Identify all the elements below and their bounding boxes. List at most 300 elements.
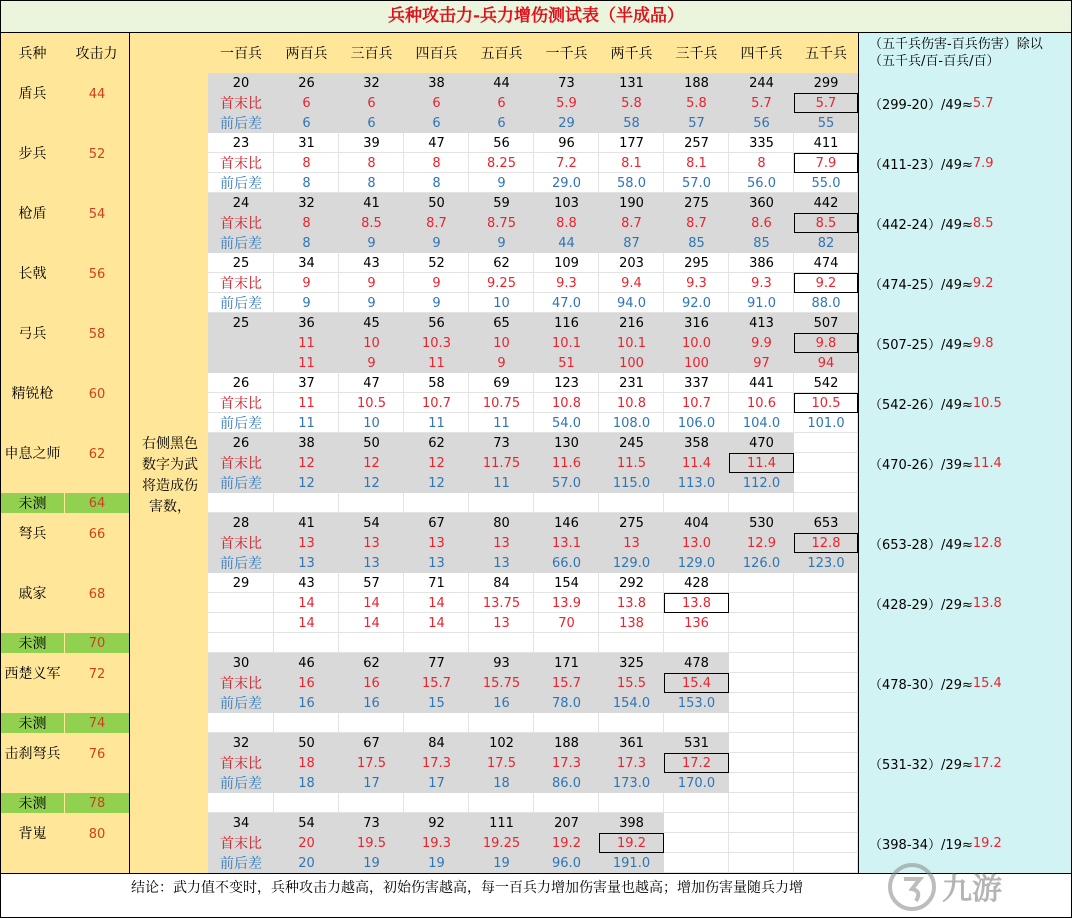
damage-value: 190 (619, 195, 644, 211)
damage-value: 34 (232, 815, 250, 831)
damage-value: 203 (619, 255, 644, 271)
damage-value: 542 (813, 375, 839, 391)
formula-expression: （653-28）/49≈ (869, 537, 973, 553)
ratio-value: 8.7 (686, 215, 707, 231)
damage-value: 84 (493, 575, 510, 591)
empty-cell (469, 793, 534, 813)
ratio-value: 10.7 (422, 395, 451, 411)
diff-value: 11 (298, 355, 315, 371)
column-header: 五百兵 (480, 46, 523, 62)
formula-result: 15.4 (972, 675, 1002, 691)
damage-value: 30 (232, 655, 250, 671)
ratio-value: 8.6 (751, 215, 772, 231)
cell-bg (729, 673, 794, 693)
damage-value: 109 (554, 255, 579, 271)
diff-value: 106.0 (677, 415, 716, 431)
ratio-value: 14 (363, 595, 380, 611)
attack-value: 76 (88, 746, 106, 762)
formula-cell-empty (858, 693, 1072, 714)
diff-value: 191.0 (612, 855, 651, 871)
ratio-value: 15.7 (422, 675, 451, 691)
diff-value: 13 (298, 555, 315, 571)
formula-expression: （542-26）/49≈ (869, 397, 973, 413)
formula-cell (858, 673, 1072, 694)
diff-value: 8 (367, 175, 376, 191)
damage-value: 62 (493, 255, 510, 271)
final-ratio-cell: 17.2 (664, 753, 729, 773)
empty-cell (339, 633, 404, 653)
damage-value: 316 (684, 315, 709, 331)
diff-value: 115.0 (612, 475, 651, 491)
diff-value: 129.0 (612, 555, 651, 571)
damage-value: 62 (363, 655, 380, 671)
diff-label: 前后差 (220, 476, 262, 492)
cell-bg (729, 773, 794, 793)
diff-value: 6 (367, 115, 376, 131)
ratio-label: 首末比 (220, 676, 262, 692)
ratio-label: 首末比 (220, 96, 262, 112)
final-ratio-cell: 7.9 (794, 153, 858, 173)
ratio-value: 15.7 (552, 675, 581, 691)
cell-bg (794, 653, 858, 673)
ratio-value: 9.4 (621, 275, 642, 291)
empty-cell (404, 493, 469, 513)
ratio-label: 首末比 (220, 836, 262, 852)
ratio-value: 13.75 (482, 595, 521, 611)
ratio-label: 首末比 (220, 156, 262, 172)
damage-value: 413 (749, 315, 774, 331)
cell-bg (729, 593, 794, 613)
damage-value: 188 (684, 75, 709, 91)
diff-value: 51 (558, 355, 575, 371)
ratio-value: 9.3 (686, 275, 707, 291)
cell-bg (794, 673, 858, 693)
damage-value: 177 (619, 135, 644, 151)
ratio-value: 14 (298, 595, 315, 611)
damage-value: 57 (363, 575, 380, 591)
diff-value: 11 (493, 475, 510, 491)
diff-value: 9 (367, 235, 376, 251)
diff-value: 6 (302, 115, 311, 131)
damage-value: 103 (554, 195, 579, 211)
ratio-value: 15.75 (482, 675, 521, 691)
formula-cell (858, 153, 1072, 174)
formula-cell-empty (858, 513, 1072, 534)
ratio-value: 13.8 (617, 595, 646, 611)
damage-value: 411 (813, 135, 839, 151)
ratio-value: 6 (432, 95, 441, 111)
damage-value: 442 (813, 195, 839, 211)
cell-bg (664, 833, 729, 853)
damage-value: 67 (428, 515, 445, 531)
diff-label: 前后差 (220, 116, 262, 132)
ratio-value: 9.25 (487, 275, 516, 291)
damage-value: 337 (684, 375, 709, 391)
formula-cell-empty (858, 353, 1072, 374)
empty-cell (339, 713, 404, 733)
damage-value: 29 (232, 575, 250, 591)
formula-expression: （398-34）/19≈ (869, 837, 973, 853)
ratio-value: 11 (298, 395, 315, 411)
diff-value: 18 (493, 775, 510, 791)
ratio-value: 17.3 (552, 755, 581, 771)
ratio-value: 6 (497, 95, 506, 111)
ratio-value: 8.8 (556, 215, 577, 231)
damage-value: 54 (363, 515, 380, 531)
attack-value: 52 (88, 146, 106, 162)
diff-value: 154.0 (612, 695, 651, 711)
diff-value: 14 (363, 615, 380, 631)
damage-value: 653 (813, 515, 839, 531)
diff-value: 20 (298, 855, 315, 871)
ratio-value: 8 (367, 155, 376, 171)
cell-bg (794, 593, 858, 613)
diff-label: 前后差 (220, 776, 262, 792)
empty-cell (729, 493, 794, 513)
attack-value: 58 (88, 326, 106, 342)
empty-cell (469, 713, 534, 733)
formula-expression: （299-20）/49≈ (869, 97, 973, 113)
empty-cell (599, 633, 664, 653)
damage-value: 25 (232, 315, 250, 331)
damage-value: 47 (363, 375, 380, 391)
diff-value: 44 (558, 235, 575, 251)
diff-value: 170.0 (677, 775, 716, 791)
ratio-value: 14 (428, 595, 445, 611)
ratio-value: 17.3 (422, 755, 451, 771)
damage-value: 73 (558, 75, 575, 91)
damage-value: 478 (684, 655, 709, 671)
empty-cell (404, 793, 469, 813)
diff-value: 113.0 (677, 475, 716, 491)
ratio-value: 19.25 (482, 835, 521, 851)
damage-value: 38 (298, 435, 315, 451)
diff-value: 87 (623, 235, 640, 251)
cell-bg (794, 473, 858, 493)
damage-value: 207 (554, 815, 579, 831)
ratio-value: 9.9 (751, 335, 772, 351)
formula-cell (858, 333, 1072, 354)
diff-value: 12 (363, 475, 380, 491)
diff-value: 18 (298, 775, 315, 791)
ratio-value: 10.8 (617, 395, 646, 411)
ratio-value: 12 (363, 455, 380, 471)
diff-value: 9 (432, 295, 441, 311)
empty-cell (208, 713, 274, 733)
diff-value: 47.0 (552, 295, 581, 311)
ratio-value: 8.75 (487, 215, 516, 231)
unit-name: 戚家 (18, 586, 47, 602)
ratio-value: 5.7 (751, 95, 772, 111)
diff-label: 前后差 (220, 556, 262, 572)
cell-bg (794, 753, 858, 773)
formula-expression: （428-29）/29≈ (869, 597, 973, 613)
diff-value: 54.0 (552, 415, 581, 431)
diff-value: 19 (428, 855, 445, 871)
unit-name: 背嵬 (18, 826, 47, 842)
attack-value: 66 (88, 526, 106, 542)
unit-name-untested: 未测 (1, 713, 64, 733)
diff-label: 前后差 (220, 416, 262, 432)
empty-cell (274, 633, 339, 653)
ratio-value: 5.8 (621, 95, 642, 111)
diff-value: 10 (493, 295, 510, 311)
damage-value: 257 (684, 135, 709, 151)
diff-value: 14 (298, 615, 315, 631)
diff-value: 6 (497, 115, 506, 131)
diff-value: 16 (363, 695, 380, 711)
ratio-value: 10.8 (552, 395, 581, 411)
formula-cell-empty (858, 313, 1072, 334)
damage-value: 470 (749, 435, 774, 451)
cell-bg (794, 833, 858, 853)
diff-value: 8 (432, 175, 441, 191)
unit-name: 西楚义军 (4, 666, 61, 682)
empty-cell (794, 493, 858, 513)
ratio-value: 12 (428, 455, 445, 471)
final-ratio-cell: 15.4 (664, 673, 729, 693)
damage-value: 231 (619, 375, 644, 391)
damage-value: 130 (554, 435, 579, 451)
damage-value: 292 (619, 575, 644, 591)
ratio-value: 10 (363, 335, 380, 351)
ratio-value: 13.0 (682, 535, 711, 551)
damage-value: 96 (558, 135, 575, 151)
diff-value: 82 (817, 235, 835, 251)
damage-value: 188 (554, 735, 579, 751)
damage-value: 360 (749, 195, 774, 211)
ratio-value: 17.5 (357, 755, 386, 771)
diff-value: 88.0 (811, 295, 841, 311)
empty-cell (794, 633, 858, 653)
ratio-label: 首末比 (220, 456, 262, 472)
damage-value: 36 (298, 315, 315, 331)
damage-value: 47 (428, 135, 445, 151)
diff-value: 86.0 (552, 775, 581, 791)
ratio-label: 首末比 (220, 216, 262, 232)
formula-cell-empty (858, 473, 1072, 494)
ratio-value: 10.6 (747, 395, 776, 411)
final-ratio-cell: 19.2 (599, 833, 664, 853)
attack-value: 56 (88, 266, 106, 282)
damage-value: 50 (363, 435, 380, 451)
svg-text:九游: 九游 (942, 872, 1002, 907)
formula-cell-empty (858, 193, 1072, 214)
diff-value: 13 (428, 555, 445, 571)
ratio-value: 15.5 (617, 675, 646, 691)
unit-name: 盾兵 (18, 86, 47, 102)
damage-value: 26 (232, 375, 250, 391)
unit-name: 长戟 (18, 266, 47, 282)
cell-bg (729, 693, 794, 713)
damage-value: 46 (298, 655, 315, 671)
damage-value: 275 (619, 515, 644, 531)
damage-value: 275 (684, 195, 709, 211)
formula-cell (858, 213, 1072, 234)
damage-value: 335 (749, 135, 774, 151)
attack-value: 72 (88, 666, 106, 682)
attack-value: 68 (88, 586, 106, 602)
ratio-label: 首末比 (220, 396, 262, 412)
ratio-value: 9 (302, 275, 311, 291)
damage-value: 50 (428, 195, 445, 211)
damage-value: 59 (493, 195, 510, 211)
cell-bg (794, 813, 858, 833)
empty-cell (599, 493, 664, 513)
damage-value: 37 (298, 375, 315, 391)
cell-bg (729, 813, 794, 833)
diff-value: 19 (493, 855, 510, 871)
column-header: 一千兵 (545, 46, 588, 62)
cell-bg (208, 333, 274, 353)
formula-cell-empty (858, 413, 1072, 434)
ratio-value: 13 (428, 535, 445, 551)
damage-value: 111 (489, 815, 514, 831)
ratio-value: 16 (363, 675, 380, 691)
diff-value: 8 (302, 175, 311, 191)
ratio-value: 13 (363, 535, 380, 551)
ratio-value: 13 (298, 535, 315, 551)
formula-cell-empty (858, 293, 1072, 314)
column-header: 三千兵 (675, 46, 718, 62)
column-header: 五千兵 (805, 46, 847, 62)
damage-value: 44 (493, 75, 510, 91)
damage-value: 43 (298, 575, 315, 591)
damage-value: 32 (232, 735, 250, 751)
ratio-value: 8.1 (686, 155, 707, 171)
final-ratio-cell: 9.8 (794, 333, 858, 353)
empty-cell (274, 713, 339, 733)
damage-value: 71 (428, 575, 445, 591)
damage-value: 131 (619, 75, 644, 91)
ratio-value: 6 (302, 95, 311, 111)
damage-value: 92 (428, 815, 445, 831)
diff-value: 58.0 (617, 175, 646, 191)
attack-value: 78 (65, 793, 129, 813)
damage-value: 531 (684, 735, 709, 751)
diff-value: 6 (432, 115, 441, 131)
damage-value: 404 (684, 515, 709, 531)
formula-cell-empty (858, 113, 1072, 134)
formula-expression: （470-26）/39≈ (869, 457, 973, 473)
note-text: 右侧黑色数字为武将造成伤害数， (142, 436, 198, 515)
damage-value: 39 (363, 135, 380, 151)
unit-name: 枪盾 (18, 206, 47, 222)
ratio-value: 7.2 (556, 155, 577, 171)
cell-bg (729, 653, 794, 673)
formula-expression: （531-32）/29≈ (869, 757, 973, 773)
ratio-value: 10.3 (422, 335, 451, 351)
diff-value: 112.0 (742, 475, 781, 491)
formula-expression: （411-23）/49≈ (869, 157, 973, 173)
cell-bg (794, 453, 858, 473)
diff-value: 100 (684, 355, 709, 371)
column-header: 四百兵 (415, 46, 458, 62)
ratio-value: 9.3 (556, 275, 577, 291)
diff-value: 57 (688, 115, 705, 131)
formula-result: 19.2 (972, 835, 1002, 851)
formula-result: 8.5 (972, 215, 994, 231)
cell-bg (729, 613, 794, 633)
damage-value: 299 (813, 75, 839, 91)
diff-value: 108.0 (612, 415, 651, 431)
damage-value: 84 (428, 735, 445, 751)
diff-label: 前后差 (220, 236, 262, 252)
cell-bg (729, 733, 794, 753)
formula-expression: （507-25）/49≈ (869, 337, 973, 353)
ratio-value: 5.9 (556, 95, 577, 111)
diff-value: 85 (753, 235, 770, 251)
header-formula-line1: （五千兵伤害-百兵伤害）除以 (869, 37, 1043, 52)
diff-value: 57.0 (552, 475, 581, 491)
ratio-value: 9 (432, 275, 441, 291)
unit-name: 弓兵 (18, 326, 47, 342)
damage-value: 25 (232, 255, 250, 271)
final-ratio-cell: 12.8 (794, 533, 858, 553)
damage-value: 43 (363, 255, 380, 271)
diff-value: 173.0 (612, 775, 651, 791)
empty-cell (404, 633, 469, 653)
damage-value: 361 (619, 735, 644, 751)
damage-value: 58 (428, 375, 445, 391)
damage-value: 52 (428, 255, 445, 271)
formula-result: 10.5 (972, 395, 1002, 411)
diff-value: 13 (363, 555, 380, 571)
diff-value: 13 (493, 555, 510, 571)
damage-value: 116 (554, 315, 579, 331)
empty-cell (599, 713, 664, 733)
formula-cell (858, 273, 1072, 294)
empty-cell (664, 793, 729, 813)
cell-bg (729, 573, 794, 593)
attack-value: 64 (65, 493, 129, 513)
formula-expression: （474-25）/49≈ (869, 277, 973, 293)
unit-name: 弩兵 (18, 526, 47, 542)
unit-name-untested: 未测 (1, 633, 64, 653)
ratio-value: 17.3 (617, 755, 646, 771)
ratio-value: 19.3 (422, 835, 451, 851)
ratio-value: 10.1 (552, 335, 581, 351)
jiuyou-logo-icon (880, 855, 1070, 915)
ratio-value: 9 (367, 275, 376, 291)
empty-cell (794, 713, 858, 733)
unit-name-untested: 未测 (1, 793, 64, 813)
diff-value: 16 (298, 695, 315, 711)
diff-value: 136 (684, 615, 709, 631)
formula-expression: （442-24）/49≈ (869, 217, 973, 233)
ratio-value: 18 (298, 755, 315, 771)
ratio-value: 8 (432, 155, 441, 171)
diff-value: 9 (367, 355, 376, 371)
damage-value: 171 (554, 655, 579, 671)
damage-value: 34 (298, 255, 315, 271)
diff-value: 78.0 (552, 695, 581, 711)
damage-value: 73 (363, 815, 380, 831)
cell-bg (664, 813, 729, 833)
ratio-value: 20 (298, 835, 315, 851)
diff-value: 70 (558, 615, 575, 631)
cell-bg (794, 773, 858, 793)
damage-value: 31 (298, 135, 315, 151)
ratio-value: 8.7 (621, 215, 642, 231)
damage-value: 32 (298, 195, 315, 211)
diff-value: 91.0 (747, 295, 776, 311)
empty-cell (794, 793, 858, 813)
formula-cell-empty (858, 553, 1072, 574)
diff-value: 97 (753, 355, 770, 371)
damage-value: 358 (684, 435, 709, 451)
formula-cell (858, 393, 1072, 414)
